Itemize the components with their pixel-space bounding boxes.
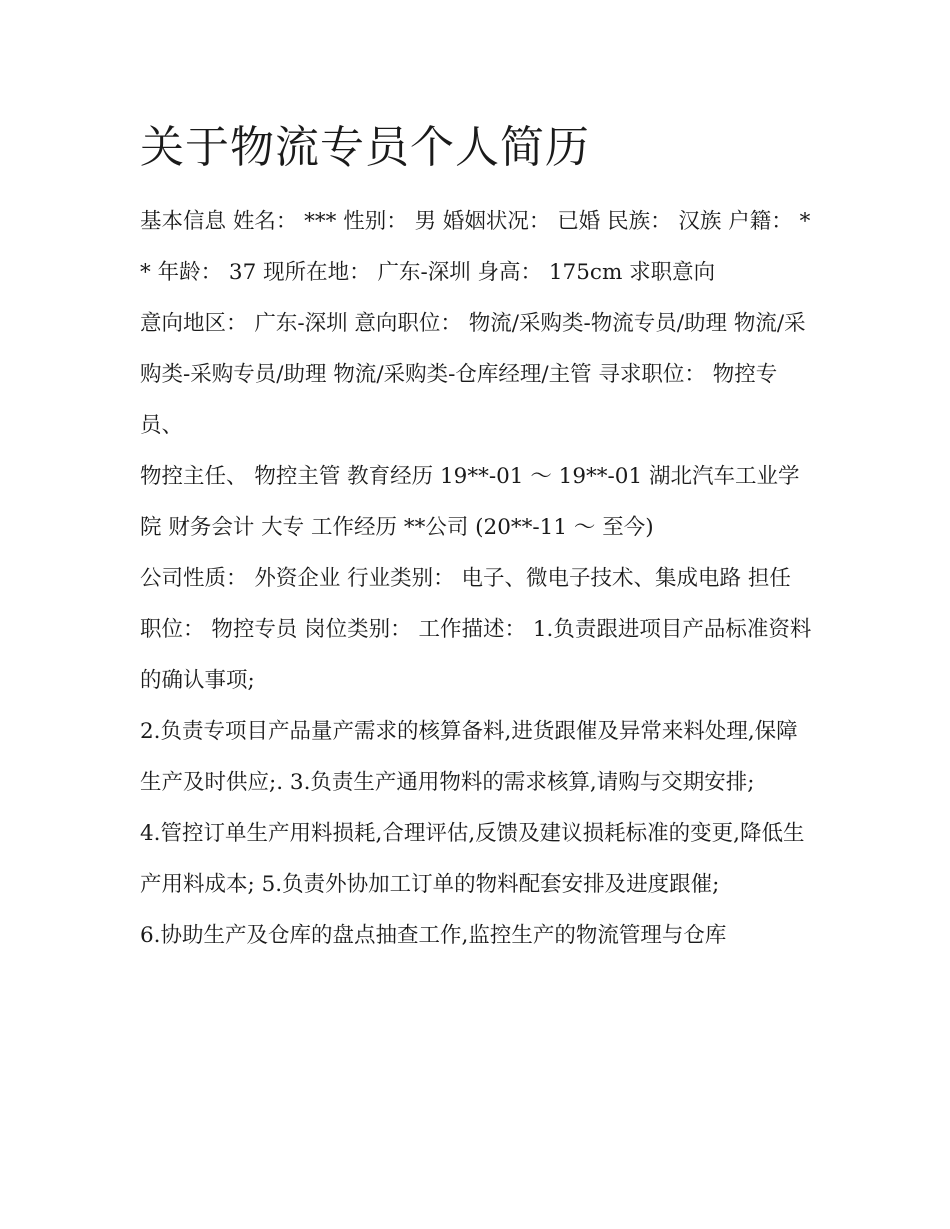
paragraph-education-experience: 物控主任、 物控主管 教育经历 19**-01 ～ 19**-01 湖北汽车工业学院 财务会计 大专 工作经历 **公司 (20**-11 ～ 至今): [140, 464, 800, 540]
paragraph-duty-4-5: 4.管控订单生产用料损耗,合理评估,反馈及建议损耗标准的变更,降低生产用料成本; 5.负责外协加工订单的物料配套安排及进度跟催;: [140, 821, 805, 897]
paragraph-duty-6: 6.协助生产及仓库的盘点抽查工作,监控生产的物流管理与仓库: [140, 923, 727, 948]
paragraph-basic-info: 基本信息 姓名： *** 性别： 男 婚姻状况： 已婚 民族： 汉族 户籍： ** 年龄： 37 现所在地： 广东-深圳 身高： 175cm 求职意向: [140, 209, 811, 285]
document-title: 关于物流专员个人简历: [140, 122, 590, 173]
paragraph-job-intention: 意向地区： 广东-深圳 意向职位： 物流/采购类-物流专员/助理 物流/采购类-采购专员/助理 物流/采购类-仓库经理/主管 寻求职位： 物控专员、: [140, 311, 806, 438]
document-page: [140, 108, 812, 961]
paragraph-company-info: 公司性质： 外资企业 行业类别： 电子、微电子技术、集成电路 担任职位： 物控专员 岗位类别： 工作描述： 1.负责跟进项目产品标准资料的确认事项;: [140, 566, 812, 693]
paragraph-duty-2-3: 2.负责专项目产品量产需求的核算备料,进货跟催及异常来料处理,保障生产及时供应;. 3.负责生产通用物料的需求核算,请购与交期安排;: [140, 719, 798, 795]
